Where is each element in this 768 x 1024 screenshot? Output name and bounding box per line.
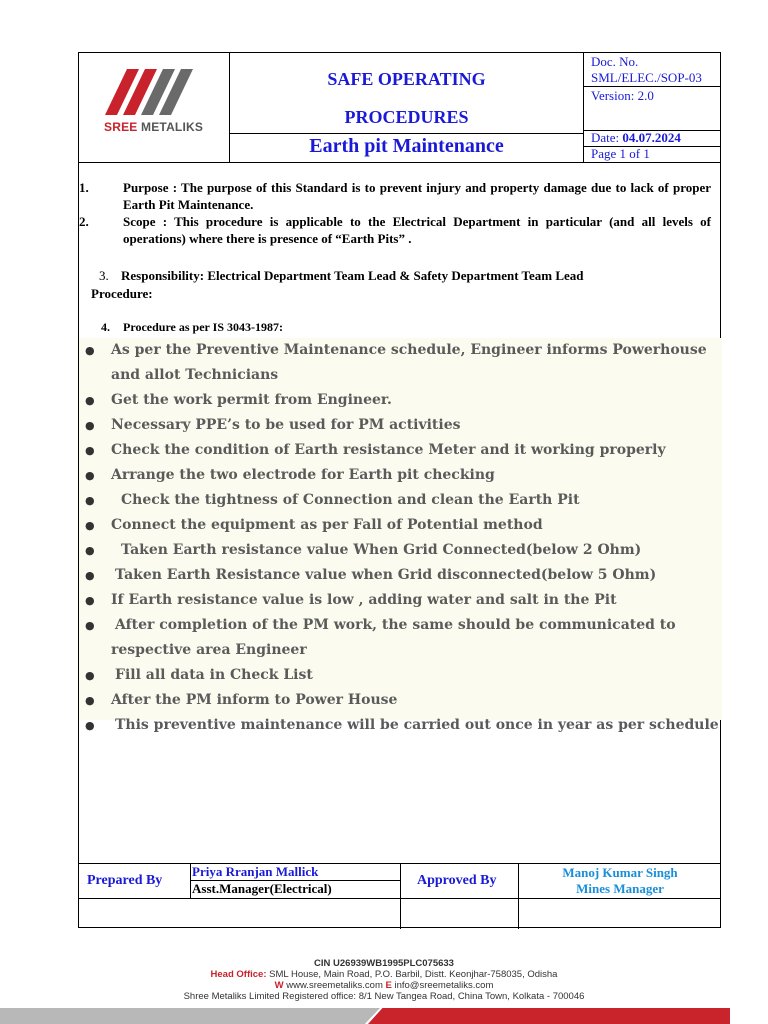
title-line-2: PROCEDURES — [344, 107, 469, 127]
procedure-steps: ● As per the Preventive Maintenance schedule, Engineer informs Powerhouse and allot Technicians ● Get the work permit from Engineer. ● Necessary PPE’s to be used for PM activities ● Check the condition of Earth resistance Meter and it working properly ● Arrange the two electrode for Earth pit checking ● Check the tightness of Connection and clean the Earth Pit ● Connect the equipment as per Fall of Potential method ● Taken Earth resistance value When Grid Connected(below 2 Ohm) ● Taken Earth Resistance value when Grid disconnected(below 5 Ohm) ● If Earth resistance value is low , adding water and salt in the Pit ● After completion of the PM work, the same should be communicated to respective area Engineer ● Fill all data in Check List ● After the PM inform to Power House ● This preventive maintenance will be carried out once in year as per schedule — [79, 338, 722, 720]
signoff-table — [79, 863, 721, 929]
prepared-by-cell — [191, 864, 401, 899]
page-number: Page 1 of 1 — [591, 146, 650, 161]
title-line-1: SAFE OPERATING — [327, 69, 486, 89]
footer-bar-red — [368, 1008, 730, 1024]
head-office: Head Office: SML House, Main Road, P.O. Barbil, Distt. Keonjhar-758035, Odisha — [210, 969, 558, 980]
company-logo — [101, 67, 211, 122]
prepared-by-label: Prepared By — [79, 864, 191, 899]
footer-bar-grey — [0, 1008, 380, 1024]
version: Version: 2.0 — [584, 87, 721, 131]
approved-by-label: Approved By — [401, 864, 519, 899]
approver-designation: Mines Manager — [576, 881, 664, 896]
procedure-standard: 4. Procedure as per IS 3043-1987: — [101, 320, 283, 334]
doc-number: Doc. No. SML/ELEC./SOP-03 — [584, 53, 721, 87]
sop-document — [78, 52, 721, 928]
purpose-section: 1. Purpose : The purpose of this Standard is to prevent injury and property damage due to lack of proper Earth Pit Maintenance. — [79, 180, 711, 212]
approver-name: Manoj Kumar Singh — [562, 865, 678, 880]
procedure-label: Procedure: — [91, 286, 153, 301]
approver-signature-cell — [401, 899, 519, 929]
title-cell — [230, 53, 584, 163]
meta-cell — [584, 53, 721, 163]
preparer-name: Priya Rranjan Mallick — [191, 864, 400, 881]
preparer-signature-cell — [191, 899, 401, 929]
preparer-designation: Asst.Manager(Electrical) — [192, 881, 332, 896]
responsibility-section: 3. Responsibility: Electrical Department Team Lead & Safety Department Team Lead — [99, 268, 584, 283]
cin-number: CIN U26939WB1995PLC075633 — [314, 958, 454, 969]
date: Date: 04.07.2024 — [584, 131, 721, 147]
scope-section: 2. Scope : This procedure is applicable to the Electrical Department in particular (and all levels of operations) where there is presence of “Earth Pits” . — [79, 214, 711, 246]
logo-cell — [79, 53, 230, 163]
registered-office: Shree Metaliks Limited Registered office: 8/1 New Tangea Road, China Town, Kolkata - 700046 — [183, 991, 585, 1002]
approved-by-cell — [519, 864, 721, 899]
contact-line: W www.sreemetaliks.com E info@sreemetaliks.com — [274, 980, 494, 991]
company-name: SREE METALIKS — [104, 120, 204, 134]
page-footer — [0, 958, 768, 1002]
document-title: Earth pit Maintenance — [230, 133, 583, 161]
